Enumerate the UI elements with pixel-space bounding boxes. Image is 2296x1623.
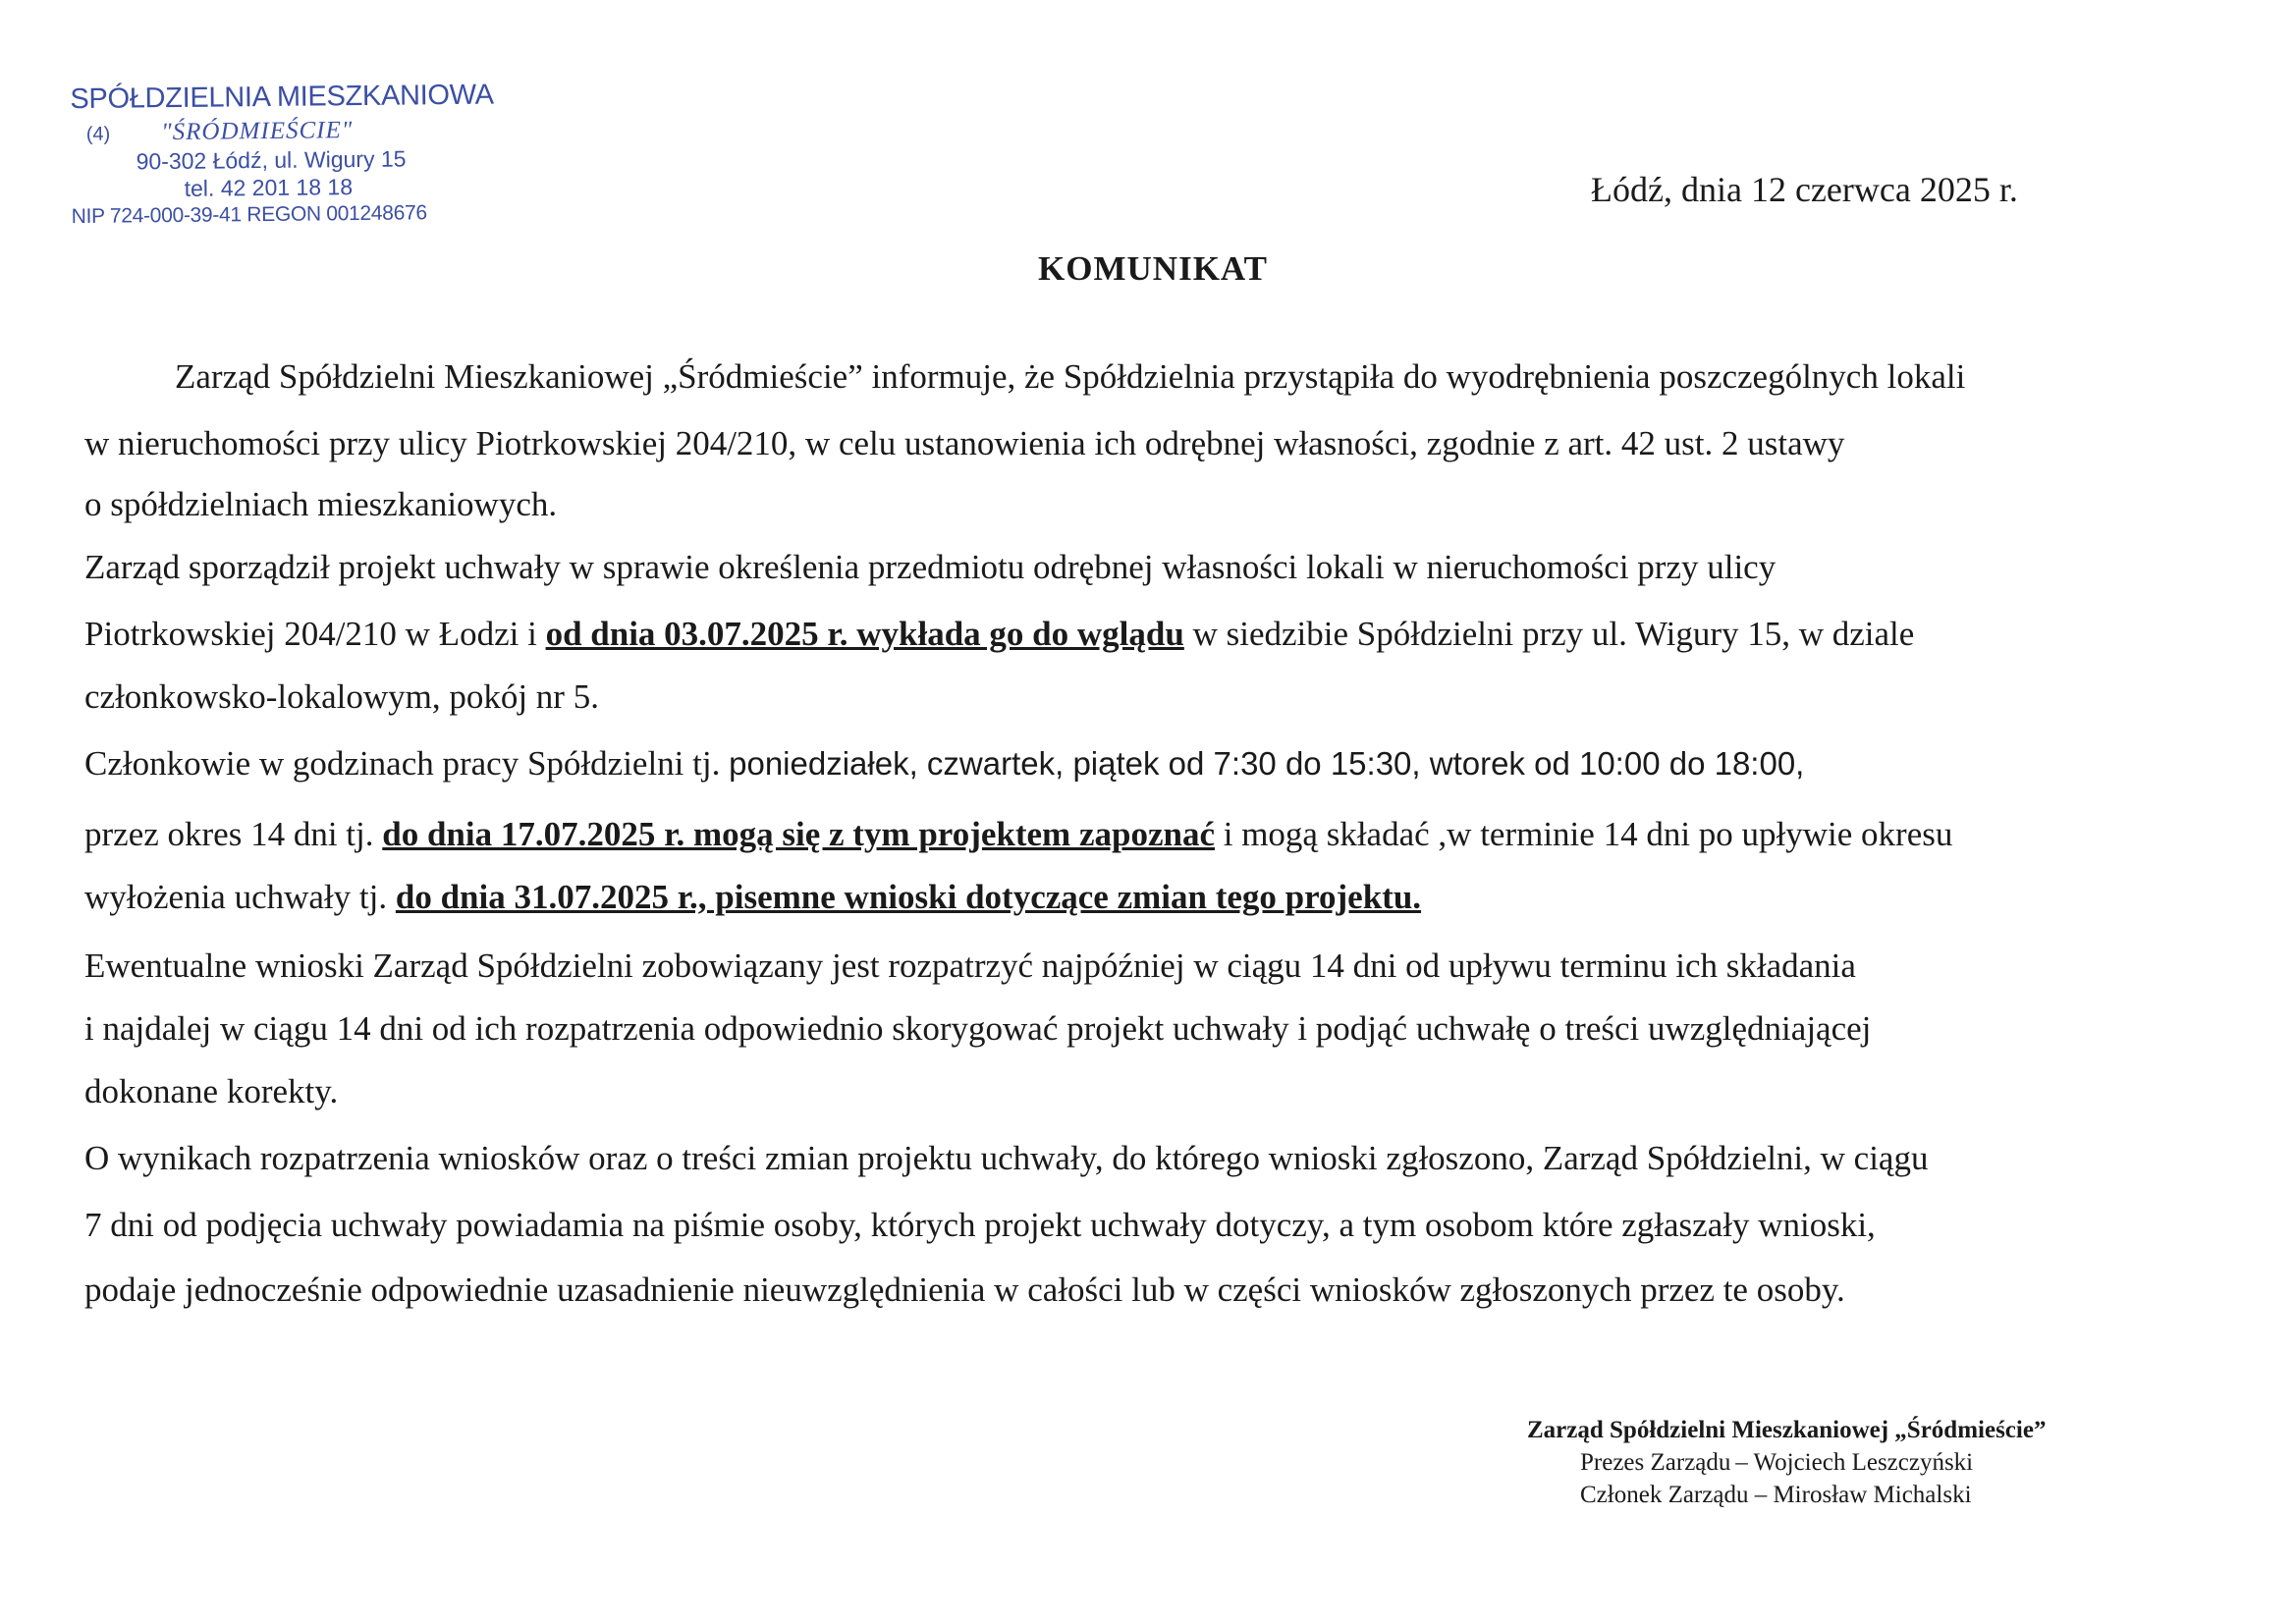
body-text: Piotrkowskiej 204/210 w Łodzi i (84, 615, 546, 653)
office-hours: poniedziałek, czwartek, piątek od 7:30 do 15:30, wtorek od 10:00 do 18:00, (729, 745, 1805, 782)
document-title: KOMUNIKAT (1038, 249, 1268, 288)
president-role: Prezes Zarządu (1580, 1449, 1731, 1476)
body-line (84, 744, 1804, 784)
submission-deadline-emphasis: do dnia 31.07.2025 r., pisemne wnioski dotyczące zmian tego projektu. (395, 878, 1422, 916)
body-line: dokonane korekty. (84, 1072, 339, 1110)
body-text: przez okres 14 dni tj. (84, 815, 383, 853)
stamp-phone: tel. 42 201 18 18 (184, 174, 354, 202)
body-line: w nieruchomości przy ulicy Piotrkowskiej 204/210, w celu ustanowienia ich odrębnej własności, zgodnie z art. 42 ust. 2 ustawy (84, 424, 1845, 462)
president-row (1527, 1446, 2046, 1479)
president-name: – Wojciech Leszczyński (1735, 1449, 1974, 1476)
member-row (1527, 1479, 2046, 1511)
body-line: O wynikach rozpatrzenia wniosków oraz o treści zmian projektu uchwały, do którego wnioski zgłoszono, Zarząd Spółdzielni, w ciągu (84, 1139, 1929, 1177)
stamp-branch (71, 114, 464, 148)
stamp-branch-name: "ŚRÓDMIEŚCIE" (161, 117, 354, 146)
body-text: Członkowie w godzinach pracy Spółdzielni tj. (84, 744, 730, 783)
stamp-address: 90-302 Łódź, ul. Wigury 15 (136, 145, 407, 175)
cooperative-stamp (70, 79, 494, 230)
body-line (84, 815, 1952, 854)
signature-heading: Zarząd Spółdzielni Mieszkaniowej „Śródmieście” (1527, 1417, 2047, 1443)
member-role: Członek Zarządu – (1580, 1482, 1768, 1508)
body-text: w siedzibie Spółdzielni przy ul. Wigury 15, w dziale (1183, 615, 1915, 653)
body-line: podaje jednocześnie odpowiednie uzasadnienie nieuwzględnienia w całości lub w części wniosków zgłoszonych przez te osoby. (84, 1271, 1845, 1309)
inspection-date-emphasis: od dnia 03.07.2025 r. wykłada go do wglądu (545, 615, 1184, 653)
body-line: 7 dni od podjęcia uchwały powiadamia na piśmie osoby, których projekt uchwały dotyczy, a tym osobom które zgłaszały wnioski, (84, 1206, 1876, 1244)
signature-block (1527, 1414, 2046, 1511)
body-line (84, 615, 1914, 654)
member-name: Mirosław Michalski (1773, 1482, 1972, 1508)
body-line: Zarząd sporządził projekt uchwały w sprawie określenia przedmiotu odrębnej własności lokali w nieruchomości przy ulicy (84, 548, 1777, 586)
body-text: i mogą składać ,w terminie 14 dni po upływie okresu (1214, 815, 1953, 853)
review-deadline-emphasis: do dnia 17.07.2025 r. mogą się z tym projektem zapoznać (382, 815, 1215, 853)
body-line: Ewentualne wnioski Zarząd Spółdzielni zobowiązany jest rozpatrzyć najpóźniej w ciągu 14 dni od upływu terminu ich składania (84, 947, 1856, 985)
stamp-org-name: SPÓŁDZIELNIA MIESZKANIOWA (70, 79, 494, 116)
body-line: o spółdzielniach mieszkaniowych. (84, 485, 558, 523)
body-text: wyłożenia uchwały tj. (84, 878, 396, 916)
body-line: członkowsko-lokalowym, pokój nr 5. (84, 677, 599, 716)
stamp-tax-ids: NIP 724-000-39-41 REGON 001248676 (71, 201, 427, 229)
body-line (84, 878, 1421, 917)
stamp-number: (4) (85, 123, 111, 145)
body-line: i najdalej w ciągu 14 dni od ich rozpatrzenia odpowiednio skorygować projekt uchwały i podjąć uchwałę o treści uwzględniającej (84, 1009, 1872, 1048)
body-line: Zarząd Spółdzielni Mieszkaniowej „Śródmieście” informuje, że Spółdzielnia przystąpiła do wyodrębnienia poszczególnych lokali (175, 357, 1966, 396)
document-date: Łódź, dnia 12 czerwca 2025 r. (1591, 170, 2018, 209)
